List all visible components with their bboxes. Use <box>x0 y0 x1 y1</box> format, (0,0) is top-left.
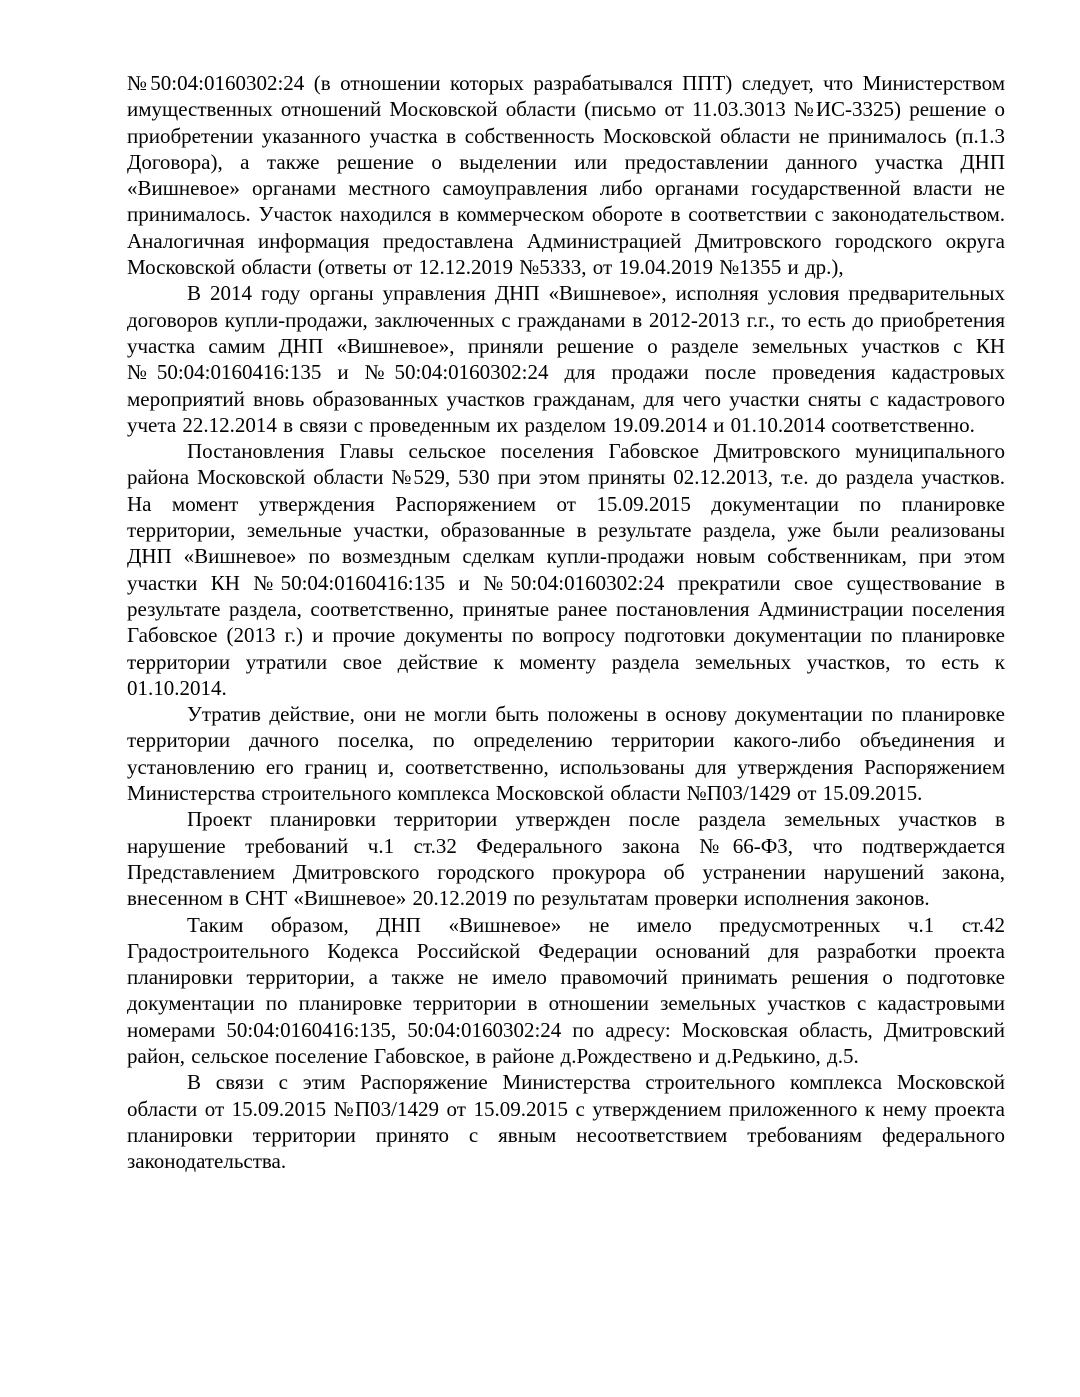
paragraph-2014-decision: В 2014 году органы управления ДНП «Вишневое», исполняя условия предварительных договоров купли-продажи, заключенных с гражданами в 2012-2013 г.г., то есть до приобретения участка самим ДНП «Вишневое», приняли решение о разделе земельных участков с КН №50:04:0160416:135 и №50:04:0160302:24 для продажи после проведения кадастровых мероприятий вновь образованных участков гражданам, для чего участки сняты с кадастрового учета 22.12.2014 в связи с проведенным их разделом 19.09.2014 и 01.10.2014 соответственно. <box>127 281 1005 437</box>
paragraph-resolutions-gabovskoe: Постановления Главы сельское поселения Габовское Дмитровского муниципального района Московской области №529, 530 при этом приняты 02.12.2013, т.е. до раздела участков. На момент утверждения Распоряжением от 15.09.2015 документации по планировке территории, земельные участки, образованные в результате раздела, уже были реализованы ДНП «Вишневое» по возмездным сделкам купли-продажи новым собственникам, при этом участки КН №50:04:0160416:135 и №50:04:0160302:24 прекратили свое существование в результате раздела, соответственно, принятые ранее постановления Администрации поселения Габовское (2013 г.) и прочие документы по вопросу подготовки документации по планировке территории утратили свое действие к моменту раздела земельных участков, то есть к 01.10.2014. <box>127 439 1005 700</box>
paragraph-lost-effect: Утратив действие, они не могли быть положены в основу документации по планировке территории дачного поселка, по определению территории какого-либо объединения и установлению его границ и, соответственно, использованы для утверждения Распоряжением Министерства строительного комплекса Московской области №П03/1429 от 15.09.2015. <box>127 702 1005 806</box>
document-text-block <box>127 70 1005 1174</box>
paragraph-planning-project-violation: Проект планировки территории утвержден после раздела земельных участков в нарушение требований ч.1 ст.32 Федерального закона №66-ФЗ, что подтверждается Представлением Дмитровского городского прокурора об устранении нарушений закона, внесенном в СНТ «Вишневое» 20.12.2019 по результатам проверки исполнения законов. <box>127 807 1005 911</box>
paragraph-continuation: №50:04:0160302:24 (в отношении которых разрабатывался ППТ) следует, что Министерством имущественных отношений Московской области (письмо от 11.03.3013 №ИС-3325) решение о приобретении указанного участка в собственность Московской области не принималось (п.1.3 Договора), а также решение о выделении или предоставлении данного участка ДНП «Вишневое» органами местного самоуправления либо органами государственной власти не принималось. Участок находился в коммерческом обороте в соответствии с законодательством. Аналогичная информация предоставлена Администрацией Дмитровского городского округа Московской области (ответы от 12.12.2019 №5333, от 19.04.2019 №1355 и др.), <box>127 71 1005 280</box>
paragraph-no-authority-conclusion: Таким образом, ДНП «Вишневое» не имело предусмотренных ч.1 ст.42 Градостроительного Кодекса Российской Федерации оснований для разработки проекта планировки территории, а также не имело правомочий принимать решения о подготовке документации по планировке территории в отношении земельных участков с кадастровыми номерами 50:04:0160416:135, 50:04:0160302:24 по адресу: Московская область, Дмитровский район, сельское поселение Габовское, в районе д.Рождествено и д.Редькино, д.5. <box>127 912 1005 1068</box>
paragraph-final-conclusion: В связи с этим Распоряжение Министерства строительного комплекса Московской области от 15.09.2015 №П03/1429 от 15.09.2015 с утверждением приложенного к нему проекта планировки территории принято с явным несоответствием требованиям федерального законодательства. <box>127 1070 1005 1174</box>
